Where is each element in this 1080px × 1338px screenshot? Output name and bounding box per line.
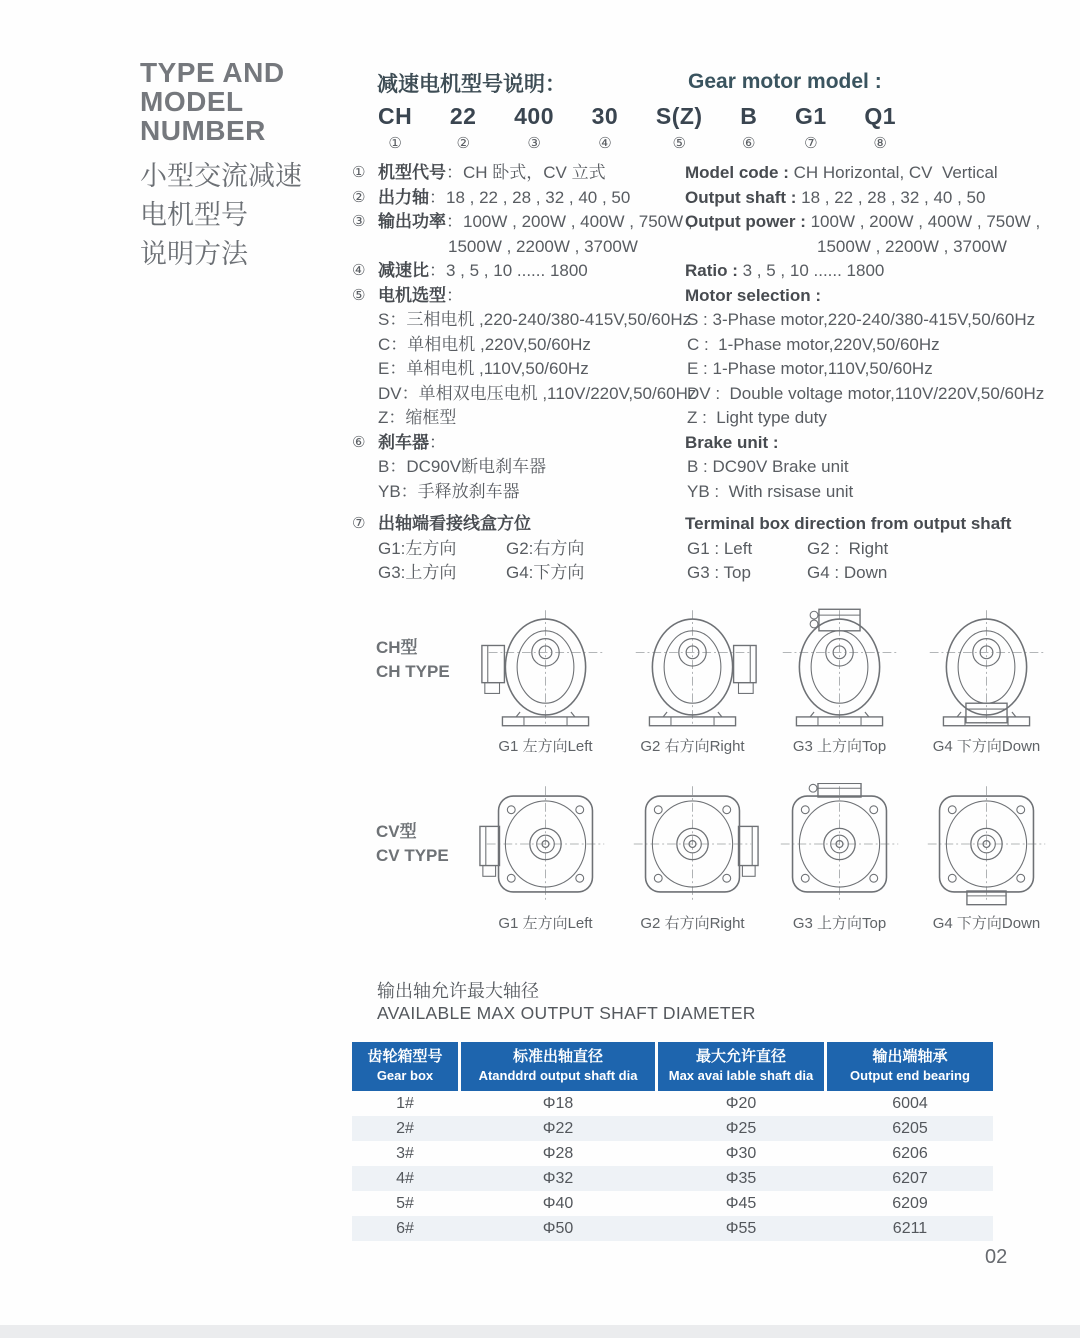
ch-type-label (376, 636, 450, 684)
table-cell: Φ40 (542, 1195, 574, 1212)
table-header-cell (658, 1042, 824, 1091)
spec-line (352, 406, 687, 431)
table-row (352, 1166, 993, 1191)
item-text: G1 : Left (687, 538, 753, 558)
table-cell: 4# (396, 1170, 414, 1187)
table-row (352, 1191, 993, 1216)
ch-motor-view-left (477, 606, 614, 756)
table-cell: 6207 (892, 1170, 928, 1187)
table-header-cell (352, 1042, 458, 1091)
spec-line (352, 512, 687, 537)
spec-line (685, 406, 1055, 431)
spec-line (352, 455, 687, 480)
spec-line (352, 480, 687, 505)
table-row (352, 1116, 993, 1141)
item-label: 机型代号 (378, 163, 446, 182)
model-code-value: S(Z) (655, 103, 703, 129)
item-label: Brake unit : (685, 432, 779, 452)
cv-motor-drawing-top (771, 783, 908, 906)
item-marker: ⑤ (352, 286, 366, 304)
table-header-cell (827, 1042, 993, 1091)
spec-line (352, 284, 687, 309)
table-cell: Φ25 (725, 1120, 757, 1137)
item-marker: ④ (352, 262, 366, 279)
title-line: NUMBER (140, 115, 266, 146)
cv-motor-view-top (771, 783, 908, 933)
table-cell: 6205 (892, 1120, 928, 1137)
item-text: G3:上方向 (378, 563, 457, 582)
spec-line (352, 235, 687, 260)
item-text: DV：单相双电压电机 ,110V/220V,50/60Hz (378, 383, 697, 403)
item-text: E : 1-Phase motor,110V,50/60Hz (687, 359, 933, 378)
table-header-en: Atanddrd output shaft dia (478, 1068, 638, 1083)
item-text: Z：缩框型 (378, 408, 457, 427)
model-code-index: ⑧ (873, 135, 887, 152)
table-cell: Φ55 (725, 1220, 757, 1237)
spec-line (685, 333, 1055, 358)
view-caption: G3 上方向Top (792, 915, 887, 932)
item-text: G2 : Right (807, 538, 889, 558)
item-text: 100W , 200W , 400W , 750W , (805, 212, 1041, 231)
ch-type-label-cn: CH型 (376, 638, 418, 657)
model-code-index: ② (456, 135, 470, 152)
item-marker (352, 308, 378, 333)
table-row (352, 1141, 993, 1166)
table-cell: 6# (396, 1220, 414, 1237)
table-cell: 6211 (892, 1220, 928, 1237)
cv-type-diagram-row (477, 783, 1055, 933)
page-subtitle-cn (140, 157, 302, 274)
model-code-row (378, 103, 896, 152)
spec-line (685, 284, 1055, 309)
item-marker: ③ (352, 213, 366, 230)
table-header-en: Gear box (376, 1068, 434, 1083)
table-header-en: Output end bearing (850, 1068, 970, 1083)
item-label: Terminal box direction from output shaft (685, 514, 1012, 533)
spec-line (352, 210, 693, 235)
item-marker: ⑦ (352, 515, 366, 532)
item-label: Ratio : (685, 261, 738, 280)
item-marker (352, 561, 378, 586)
model-code-value: CH (378, 103, 413, 129)
model-code-index: ④ (598, 135, 612, 152)
item-marker (352, 333, 378, 358)
item-label: 出轴端看接线盒方位 (378, 514, 531, 533)
ch-motor-drawing-top (771, 606, 908, 729)
view-caption: G4 下方向Down (932, 915, 1041, 932)
model-code-part (864, 103, 896, 152)
subtitle-line: 说明方法 (140, 239, 248, 269)
shaft-table-title (377, 980, 756, 1024)
table-cell: 5# (396, 1195, 414, 1212)
spec-line (352, 382, 697, 407)
view-caption: G2 右方向Right (640, 915, 745, 932)
cv-type-label (376, 820, 449, 868)
item-label: Model code : (685, 163, 789, 182)
page-title (140, 58, 302, 145)
ch-motor-view-top (771, 606, 908, 756)
item-text: Z : Light type duty (687, 408, 827, 427)
model-section-heading-cn: 减速电机型号说明： (377, 73, 566, 96)
title-line: MODEL (140, 86, 244, 117)
item-text: S：三相电机 ,220-240/380-415V,50/60Hz (378, 310, 692, 329)
spec-line (352, 537, 687, 562)
item-text: 18 , 22 , 28 , 32 , 40 , 50 (796, 187, 986, 207)
item-text: CH Horizontal, CV Vertical (788, 163, 998, 182)
ch-motor-drawing-left (477, 606, 614, 729)
model-section-heading-en: Gear motor model : (688, 70, 882, 93)
page-number: 02 (985, 1246, 1008, 1268)
item-label: 出力轴 (378, 187, 429, 207)
item-text: ：100W , 200W , 400W , 750W , (446, 212, 693, 231)
model-code-value: 400 (514, 103, 554, 129)
table-cell: 2# (396, 1120, 414, 1137)
spec-line (685, 455, 1055, 480)
cv-motor-view-right (624, 783, 761, 933)
spec-line (352, 186, 687, 211)
item-marker (352, 357, 378, 382)
spec-line (685, 382, 1055, 407)
item-text: B : DC90V Brake unit (687, 457, 849, 476)
table-cell: Φ45 (725, 1195, 757, 1212)
item-marker (352, 537, 378, 562)
item-text: DV : Double voltage motor,110V/220V,50/60Hz (687, 383, 1045, 403)
model-code-part (656, 103, 703, 152)
item-marker (422, 235, 448, 260)
cv-type-label-cn: CV型 (376, 822, 417, 841)
view-caption: G1 左方向Left (498, 738, 593, 755)
view-caption: G2 右方向Right (640, 738, 745, 755)
item-label: Output shaft : (685, 187, 797, 207)
spec-line (352, 308, 692, 333)
item-label: Motor selection : (685, 285, 822, 305)
bottom-bar (0, 1325, 1080, 1338)
item-text: G1:左方向 (378, 538, 457, 558)
item-text: G4 : Down (807, 563, 888, 582)
spec-line (685, 259, 1055, 284)
spec-line (685, 431, 1055, 456)
table-cell: 6206 (892, 1145, 928, 1162)
item-label: 电机选型 (378, 285, 446, 305)
cv-motor-view-left (477, 783, 614, 933)
view-caption: G4 下方向Down (932, 738, 1041, 755)
item-text: S : 3-Phase motor,220-240/380-415V,50/60Hz (687, 310, 1036, 329)
item-label: Output power : (685, 212, 806, 231)
ch-type-diagram-row (477, 606, 1055, 756)
item-text: C : 1-Phase motor,220V,50/60Hz (687, 334, 940, 354)
spec-line (685, 308, 1055, 333)
table-header-cn: 输出端轴承 (872, 1048, 948, 1065)
shaft-diameter-table (352, 1042, 993, 1241)
item-text: 1500W , 2200W , 3700W (817, 236, 1007, 256)
model-code-index: ⑤ (672, 135, 686, 152)
table-header-cn: 最大允许直径 (695, 1048, 786, 1065)
table-body (352, 1091, 993, 1241)
spec-line (685, 561, 1055, 586)
model-code-part (740, 103, 757, 152)
subtitle-line: 小型交流减速 (140, 161, 302, 191)
view-caption: G3 上方向Top (792, 738, 887, 755)
spec-line (352, 561, 687, 586)
ch-motor-drawing-right (624, 606, 761, 729)
item-label: 减速比 (378, 261, 429, 280)
item-marker: ① (352, 164, 366, 181)
table-row (352, 1091, 993, 1116)
ch-motor-drawing-bottom (918, 606, 1055, 729)
table-header-row (352, 1042, 993, 1091)
model-code-value: 22 (449, 103, 477, 129)
item-text: ：3 , 5 , 10 ...... 1800 (429, 261, 588, 280)
shaft-table-title-en: AVAILABLE MAX OUTPUT SHAFT DIAMETER (377, 1003, 756, 1023)
table-cell: Φ50 (542, 1220, 574, 1237)
item-text: B：DC90V断电刹车器 (378, 457, 547, 476)
model-code-index: ⑥ (742, 135, 756, 152)
item-text: ： (446, 285, 463, 305)
model-code-index: ③ (527, 135, 541, 152)
model-code-part (592, 103, 619, 152)
item-marker (352, 406, 378, 431)
table-cell: 3# (396, 1145, 414, 1162)
table-header-cell (461, 1042, 655, 1091)
item-text: C：单相电机 ,220V,50/60Hz (378, 334, 591, 354)
page-heading-block (140, 58, 302, 274)
item-text: YB：手释放刹车器 (378, 481, 520, 501)
item-text: 3 , 5 , 10 ...... 1800 (737, 261, 885, 280)
spec-line (352, 431, 687, 456)
table-header-cn: 齿轮箱型号 (367, 1048, 443, 1065)
spec-line (685, 480, 1055, 505)
spec-list-cn (352, 161, 697, 586)
item-text: ：CH 卧式，CV 立式 (446, 163, 606, 182)
item-marker (352, 480, 378, 505)
item-text: G2:右方向 (506, 538, 585, 558)
cv-motor-view-bottom (918, 783, 1055, 933)
view-caption: G1 左方向Left (498, 915, 593, 932)
spec-line (352, 333, 687, 358)
table-cell: Φ28 (542, 1145, 574, 1162)
model-code-part (795, 103, 827, 152)
spec-line (685, 210, 1055, 235)
title-line: TYPE AND (140, 57, 285, 88)
ch-type-label-en: CH TYPE (376, 662, 450, 681)
model-code-value: Q1 (864, 103, 896, 129)
item-label: 刹车器 (378, 432, 429, 452)
cv-type-label-en: CV TYPE (376, 846, 449, 865)
spec-line (685, 512, 1055, 537)
spec-list-en (685, 161, 1055, 586)
shaft-table-title-cn: 输出轴允许最大轴径 (377, 981, 539, 1001)
model-code-part (514, 103, 554, 152)
item-text: G3 : Top (687, 563, 751, 582)
spec-line (685, 161, 1055, 186)
subtitle-line: 电机型号 (140, 200, 248, 230)
model-code-value: 30 (591, 103, 619, 129)
table-cell: Φ22 (542, 1120, 574, 1137)
table-cell: 1# (396, 1095, 414, 1112)
model-code-part (378, 103, 412, 152)
spec-line (685, 537, 1055, 562)
spec-line (685, 186, 1055, 211)
model-code-value: B (740, 103, 758, 129)
item-text: E：单相电机 ,110V,50/60Hz (378, 359, 589, 378)
spec-line (352, 161, 687, 186)
item-marker: ⑥ (352, 433, 366, 451)
table-cell: Φ35 (725, 1170, 757, 1187)
table-row (352, 1216, 993, 1241)
item-text: ：18 , 22 , 28 , 32 , 40 , 50 (429, 187, 631, 207)
table-cell: Φ32 (542, 1170, 574, 1187)
model-code-index: ① (388, 135, 402, 152)
model-code-part (450, 103, 477, 152)
table-cell: Φ30 (725, 1145, 757, 1162)
item-marker (352, 382, 378, 407)
item-marker: ② (352, 188, 366, 206)
spec-line (352, 357, 687, 382)
table-cell: 6004 (892, 1095, 928, 1112)
cv-motor-drawing-bottom (918, 783, 1055, 906)
ch-motor-view-bottom (918, 606, 1055, 756)
item-label: 输出功率 (378, 212, 446, 231)
ch-motor-view-right (624, 606, 761, 756)
table-header-en: Max avai lable shaft dia (668, 1068, 814, 1083)
table-header-cn: 标准出轴直径 (512, 1048, 603, 1065)
table-cell: Φ20 (725, 1095, 757, 1112)
model-code-value: G1 (794, 103, 827, 129)
item-text: G4:下方向 (506, 563, 585, 582)
item-text: ： (429, 432, 446, 452)
item-text: YB : With rsisase unit (687, 481, 854, 501)
spec-line (685, 235, 1055, 260)
item-text: 1500W , 2200W , 3700W (448, 236, 638, 256)
spec-line (685, 357, 1055, 382)
cv-motor-drawing-left (477, 783, 614, 906)
table-cell: 6209 (892, 1195, 928, 1212)
model-code-index: ⑦ (804, 135, 818, 152)
spec-line (352, 259, 687, 284)
cv-motor-drawing-right (624, 783, 761, 906)
table-cell: Φ18 (542, 1095, 574, 1112)
item-marker (352, 455, 378, 480)
